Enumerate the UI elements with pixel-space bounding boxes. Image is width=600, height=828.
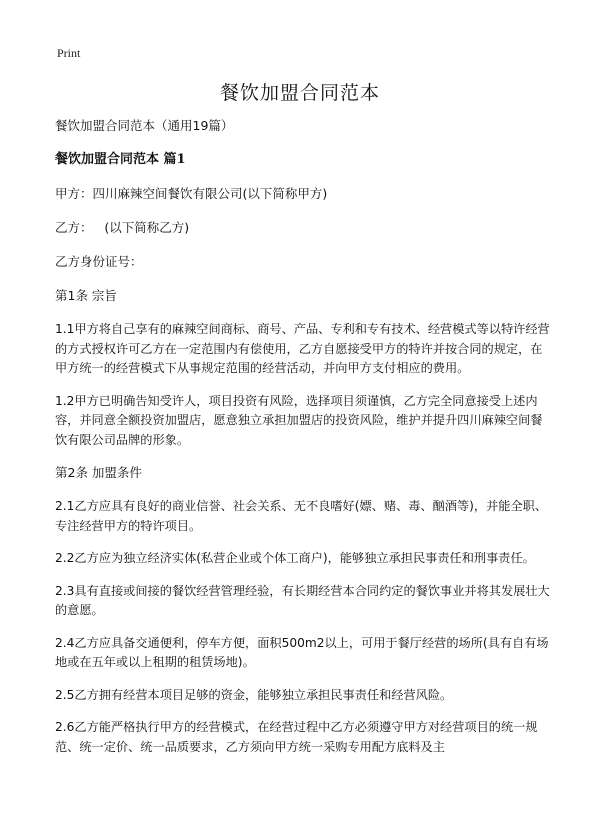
clause-2-2: 2.2乙方应为独立经济实体(私营企业或个体工商户)，能够独立承担民事责任和刑事责任。: [55, 551, 535, 565]
clause-2-6: 2.6乙方能严格执行甲方的经营模式，在经营过程中乙方必须遵守甲方对经营项目的统一规范、统一定价、统一品质要求，乙方须向甲方统一采购专用配方底料及主: [55, 720, 538, 754]
article-2-title: 第2条 加盟条件: [55, 465, 142, 480]
clause-2-3: 2.3具有直接或间接的餐饮经营管理经验，有长期经营本合同约定的餐饮事业并将其发展壮大的意愿。: [55, 583, 550, 617]
clause-2-4: 2.4乙方应具备交通便利，停车方便，面积500m2以上，可用于餐厅经营的场所(具有自有场地或在五年或以上租期的租赁场地)。: [55, 635, 549, 669]
document-body: [55, 116, 550, 770]
clause-1-2: 1.2甲方已明确告知受许人，项目投资有风险，选择项目须谨慎，乙方完全同意接受上述内容，并同意全额投资加盟店，愿意独立承担加盟店的投资风险，维护并提升四川麻辣空间餐饮有限公司品牌的形象。: [55, 393, 543, 447]
article-1-title: 第1条 宗旨: [55, 288, 117, 303]
party-b-id-line: 乙方身份证号：: [55, 254, 143, 269]
clause-2-5: 2.5乙方拥有经营本项目足够的资金，能够独立承担民事责任和经营风险。: [55, 687, 453, 702]
party-a-line: 甲方：四川麻辣空间餐饮有限公司(以下简称甲方): [55, 186, 328, 201]
party-b-line: 乙方： (以下简称乙方): [55, 220, 190, 235]
document-subtitle: 餐饮加盟合同范本（通用19篇）: [55, 118, 234, 133]
document-title: 餐饮加盟合同范本: [219, 82, 380, 104]
print-link[interactable]: Print: [57, 46, 81, 60]
clause-1-1: 1.1甲方将自己享有的麻辣空间商标、商号、产品、专利和专有技术、经营模式等以特许经营的方式授权许可乙方在一定范围内有偿使用，乙方自愿接受甲方的特许并按合同的规定，在甲方统一的经营模式下从事规定范围的经营活动，并向甲方支付相应的费用。: [55, 322, 550, 375]
section-heading: 餐饮加盟合同范本 篇1: [55, 152, 186, 167]
clause-2-1: 2.1乙方应具有良好的商业信誉、社会关系、无不良嗜好(嫖、赌、毒、酗酒等)，并能全职、专注经营甲方的特许项目。: [55, 499, 548, 533]
